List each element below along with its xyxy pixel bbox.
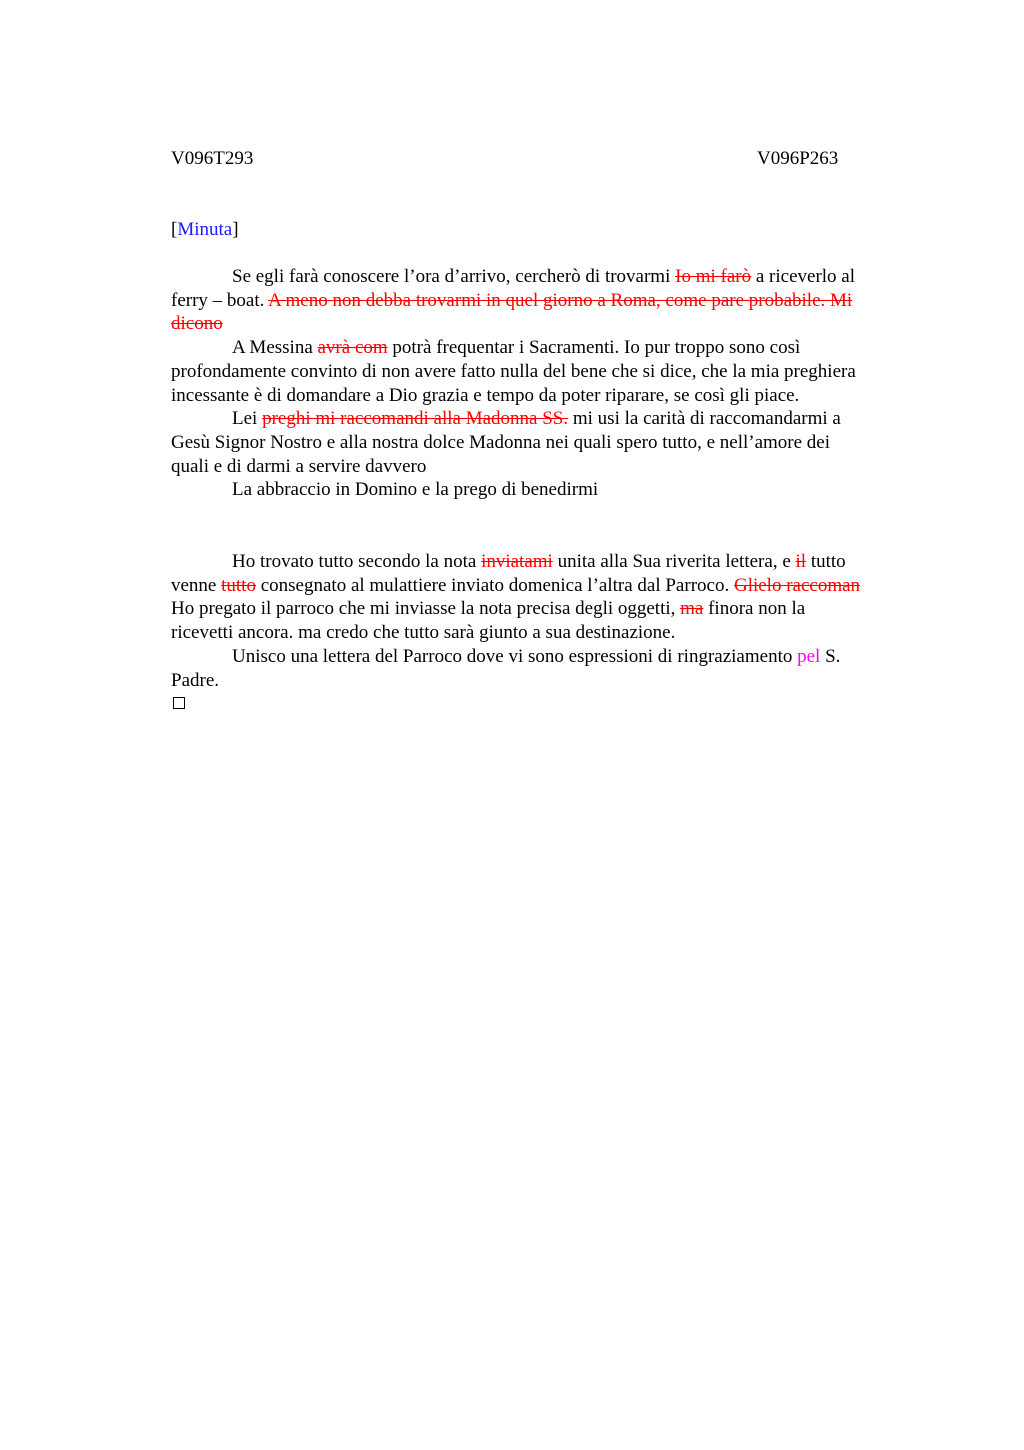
minuta-annotation bbox=[171, 218, 239, 242]
deleted-text: Glielo raccoman bbox=[733, 574, 861, 596]
text-line: ricevetti ancora. ma credo che tutto sarà giunto a sua destinazione. bbox=[171, 622, 676, 644]
page-code-right: V096P263 bbox=[757, 148, 839, 169]
deleted-text: inviatami bbox=[481, 551, 553, 572]
text-line bbox=[171, 312, 921, 336]
paragraph-2 bbox=[171, 336, 921, 407]
letter-section-2 bbox=[171, 550, 921, 692]
minuta-label: Minuta bbox=[177, 219, 233, 240]
text-line: venne tutto consegnato al mulattiere inviato domenica l’altra dal Parroco. Glielo raccoman bbox=[171, 574, 861, 596]
paragraph-5 bbox=[171, 550, 921, 645]
text-line: Gesù Signor Nostro e alla nostra dolce Madonna nei quali spero tutto, e nell’amore dei bbox=[171, 431, 831, 453]
inserted-text: pel bbox=[797, 645, 821, 667]
paragraph-1 bbox=[171, 265, 921, 336]
text-line: quali e di darmi a servire davvero bbox=[171, 455, 427, 477]
deleted-text: ma bbox=[680, 598, 704, 620]
empty-square-icon bbox=[173, 697, 185, 709]
text-line: A Messina avrà com potrà frequentar i Sacramenti. Io pur troppo sono così bbox=[232, 337, 801, 359]
deleted-text: Io mi farò bbox=[675, 266, 752, 287]
text-line: incessante è di domandare a Dio grazia e tempo da poter riparare, se così gli piace. bbox=[171, 384, 800, 406]
open-bracket: [ bbox=[171, 219, 178, 240]
paragraph-4 bbox=[171, 478, 921, 502]
text-line: La abbraccio in Domino e la prego di benedirmi bbox=[232, 479, 599, 501]
close-bracket: ] bbox=[232, 219, 239, 240]
deleted-text: A meno non debba trovarmi in quel giorno a Roma, come pare probabile. Mi bbox=[268, 289, 853, 311]
text-line: profondamente convinto di non avere fatto nulla del bene che si dice, che la mia preghiera bbox=[171, 360, 856, 382]
text-line: Se egli farà conoscere l’ora d’arrivo, cercherò di trovarmi Io mi farò a riceverlo al bbox=[232, 266, 856, 287]
deleted-text: il bbox=[795, 551, 807, 572]
deleted-text: avrà com bbox=[317, 337, 388, 359]
letter-section-1 bbox=[171, 265, 921, 502]
deleted-text: tutto bbox=[221, 574, 256, 596]
text-line: Lei preghi mi raccomandi alla Madonna SS. mi usi la carità di raccomandarmi a bbox=[232, 408, 841, 430]
deleted-text: preghi mi raccomandi alla Madonna SS. bbox=[262, 408, 569, 430]
text-line: ferry – boat. A meno non debba trovarmi in quel giorno a Roma, come pare probabile. Mi bbox=[171, 289, 853, 311]
text-line: Unisco una lettera del Parroco dove vi sono espressioni di ringraziamento pel S. bbox=[232, 645, 841, 667]
deleted-text: dicono bbox=[171, 313, 223, 335]
text-line: Padre. bbox=[171, 669, 220, 691]
text-line: Ho pregato il parroco che mi inviasse la nota precisa degli oggetti, ma finora non la bbox=[171, 598, 806, 620]
paragraph-6 bbox=[171, 645, 921, 692]
text-line: Ho trovato tutto secondo la nota inviatami unita alla Sua riverita lettera, e il tutto bbox=[232, 551, 846, 572]
document-code-left: V096T293 bbox=[171, 148, 254, 169]
paragraph-3 bbox=[171, 407, 921, 478]
